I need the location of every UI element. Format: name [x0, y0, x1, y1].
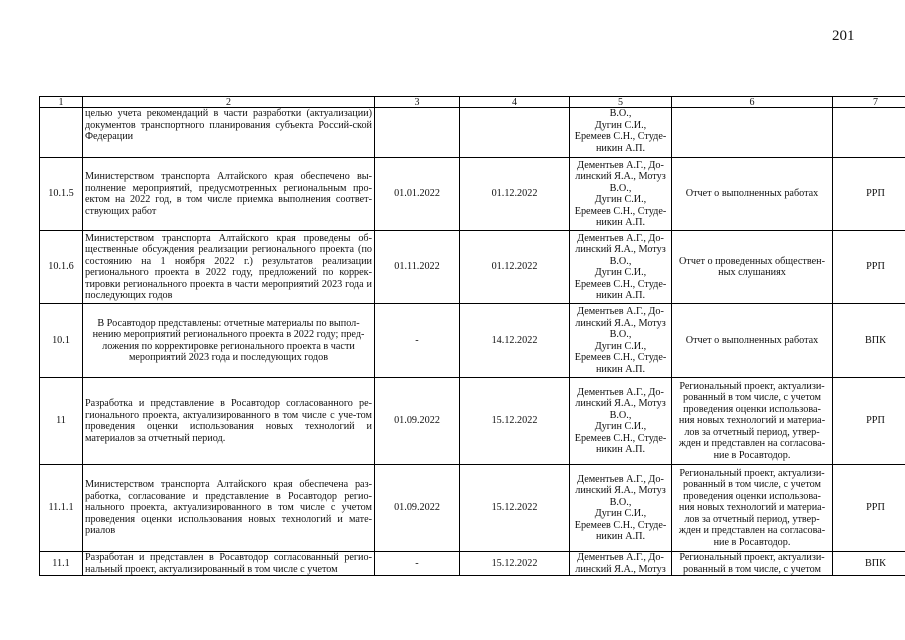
row-description: В Росавтодор представлены: отчетные материалы по выпол-нению мероприятий регионального проекта в 2022 году; пред-ложения по корректировке регионального проекта в части мероприятий 2023 года и последующих годов	[83, 304, 375, 378]
row-output-text: Отчет о выполненных работах	[685, 188, 819, 200]
row-responsible	[570, 552, 672, 576]
row-responsible-text: В.О., Дугин С.И., Еремеев С.Н., Студе- никин А.П.	[574, 108, 667, 154]
row-output	[672, 108, 833, 158]
table-row	[40, 158, 905, 231]
row-responsible-text: Дементьев А.Г., До- линский Я.А., Мотуз В.О., Дугин С.И., Еремеев С.Н., Студе- никин А.П.	[574, 473, 667, 542]
row-responsible	[570, 378, 672, 465]
row-end-date: 15.12.2022	[460, 465, 570, 552]
row-number: 10.1.6	[40, 231, 83, 304]
row-start-date: 01.11.2022	[375, 231, 460, 304]
row-level: РРП	[833, 378, 905, 465]
row-output-text: Региональный проект, актуализи- рованный в том числе, с учетом	[679, 552, 825, 575]
column-header: 1	[40, 97, 83, 108]
page-number: 201	[832, 28, 855, 44]
row-number	[40, 108, 83, 158]
row-start-date: -	[375, 304, 460, 378]
row-responsible	[570, 231, 672, 304]
table-row	[40, 465, 905, 552]
row-number: 11.1.1	[40, 465, 83, 552]
row-level: РРП	[833, 465, 905, 552]
row-level: РРП	[833, 231, 905, 304]
row-number: 10.1	[40, 304, 83, 378]
column-header: 5	[570, 97, 672, 108]
table-row	[40, 231, 905, 304]
row-output	[672, 552, 833, 576]
table-row	[40, 108, 905, 158]
row-end-date	[460, 108, 570, 158]
row-responsible	[570, 108, 672, 158]
column-header: 4	[460, 97, 570, 108]
row-responsible-text: Дементьев А.Г., До- линский Я.А., Мотуз В.О., Дугин С.И., Еремеев С.Н., Студе- никин А.П.	[574, 386, 667, 455]
row-level: ВПК	[833, 552, 905, 576]
row-description	[83, 552, 375, 576]
row-responsible	[570, 304, 672, 378]
row-number: 11.1	[40, 552, 83, 576]
row-end-date: 14.12.2022	[460, 304, 570, 378]
table-row	[40, 552, 905, 576]
row-description: Министерством транспорта Алтайского края проведены об-щественные обсуждения реализации регионального проекта (по состоянию на 1 ноября 2022 г.) результатов реализации регионального проекта в 2022 году, предложений по коррек-тировки регионального проекта в части мероприятий 2023 года и последующих годов	[83, 231, 375, 304]
column-header: 7	[833, 97, 905, 108]
row-start-date: 01.09.2022	[375, 465, 460, 552]
table-row	[40, 304, 905, 378]
row-output	[672, 465, 833, 552]
row-responsible	[570, 465, 672, 552]
row-responsible	[570, 158, 672, 231]
row-description: целью учета рекомендаций в части разработки (актуализации) документов транспортного планирования субъекта Россий-ской Федерации	[83, 108, 375, 158]
column-header: 6	[672, 97, 833, 108]
row-output-text: Региональный проект, актуализи- рованный в том числе, с учетом проведения оценки использова- ния новых технологий и материа- лов за отчетный период, утвер- жден и представлен на согласова- ние в Росавтодор.	[678, 380, 826, 461]
row-output	[672, 378, 833, 465]
row-end-date: 15.12.2022	[460, 552, 570, 576]
row-level: РРП	[833, 158, 905, 231]
row-end-date: 01.12.2022	[460, 231, 570, 304]
table-header-row	[40, 97, 905, 108]
row-responsible-text: Дементьев А.Г., До- линский Я.А., Мотуз В.О., Дугин С.И., Еремеев С.Н., Студе- никин А.П.	[574, 232, 667, 301]
row-end-date: 01.12.2022	[460, 158, 570, 231]
row-start-date: 01.01.2022	[375, 158, 460, 231]
row-output	[672, 231, 833, 304]
row-description: Министерством транспорта Алтайского края обеспечена раз-работка, согласование и представление в Росавтодор регио-нального проекта, актуализированного в том числе с учетом проведения оценки использования новых технологий и мате-риалов	[83, 465, 375, 552]
row-responsible-text: Дементьев А.Г., До- линский Я.А., Мотуз В.О., Дугин С.И., Еремеев С.Н., Студе- никин А.П.	[574, 306, 667, 375]
row-end-date: 15.12.2022	[460, 378, 570, 465]
row-level: ВПК	[833, 304, 905, 378]
row-output	[672, 304, 833, 378]
row-description: Министерством транспорта Алтайского края обеспечено вы-полнение мероприятий, предусмотренных региональным про-ектом на 2022 год, в том числе приемка выполнения соответ-ствующих работ	[83, 158, 375, 231]
row-start-date: -	[375, 552, 460, 576]
row-output	[672, 158, 833, 231]
row-output-text: Отчет о выполненных работах	[685, 334, 819, 346]
row-description: Разработка и представление в Росавтодор согласованного ре-гионального проекта, актуализированного в том числе с уче-том проведения оценки использования новых технологий и материалов за отчетный период.	[83, 378, 375, 465]
row-level	[833, 108, 905, 158]
column-header: 2	[83, 97, 375, 108]
row-output-text: Региональный проект, актуализи- рованный в том числе, с учетом проведения оценки использова- ния новых технологий и материа- лов за отчетный период, утвер- жден и представлен на согласова- ние в Росавтодор.	[678, 467, 826, 548]
row-responsible-text: Дементьев А.Г., До- линский Я.А., Мотуз	[575, 552, 666, 575]
row-description-text: Разработан и представлен в Росавтодор согласованный регио-нальный проект, актуализированный в том числе с учетом	[85, 552, 372, 575]
row-output-text: Отчет о проведенных обществен- ных слушаниях	[679, 255, 825, 278]
row-responsible-text: Дементьев А.Г., До- линский Я.А., Мотуз В.О., Дугин С.И., Еремеев С.Н., Студе- никин А.П.	[574, 159, 667, 228]
row-start-date	[375, 108, 460, 158]
table-row	[40, 378, 905, 465]
row-start-date: 01.09.2022	[375, 378, 460, 465]
row-number: 10.1.5	[40, 158, 83, 231]
column-header: 3	[375, 97, 460, 108]
plan-table	[39, 96, 905, 576]
row-number: 11	[40, 378, 83, 465]
